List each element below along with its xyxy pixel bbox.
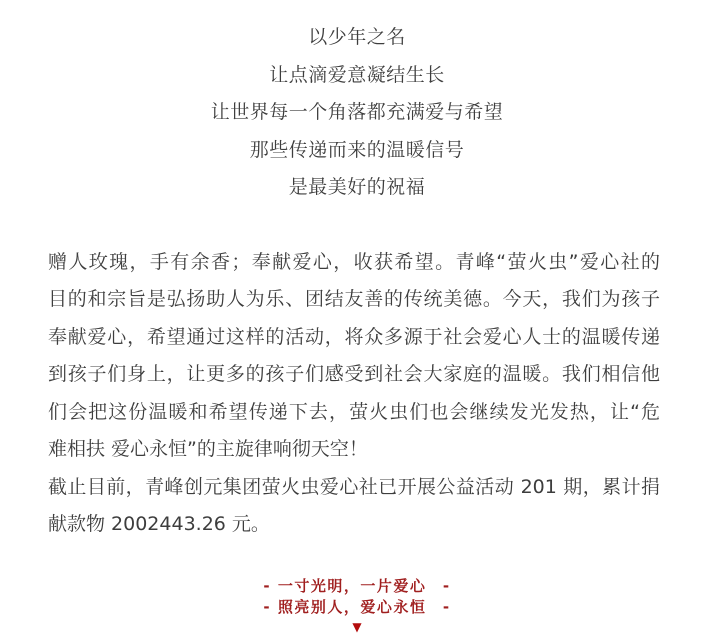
poem-line-4: 那些传递而来的温暖信号 — [249, 138, 465, 161]
poem-section — [0, 0, 714, 207]
down-arrow-icon: ▼ — [352, 619, 362, 634]
body-line-1: 赠人玫瑰，手有余香；奉献爱心，收获希望。青峰“萤火虫”爱心社的 — [48, 250, 660, 273]
slogan-line-2: - 照亮别人，爱心永恒 - — [263, 597, 451, 616]
slogan-line-1: - 一寸光明，一片爱心 - — [263, 576, 451, 595]
body-line-6: 难相扶 爱心永恒”的主旋律响彻天空！ — [48, 438, 368, 460]
body-line-5: 们会把这份温暖和希望传递下去，萤火虫们也会继续发光发热，让“危 — [48, 400, 660, 423]
slogan-section — [0, 576, 714, 618]
body-line-2: 目的和宗旨是弘扬助人为乐、团结友善的传统美德。今天，我们为孩子 — [48, 288, 660, 310]
poem-line-2: 让点滴爱意凝结生长 — [269, 63, 445, 86]
body-line-3: 奉献爱心，希望通过这样的活动，将众多源于社会爱心人士的温暖传递 — [48, 325, 660, 348]
poem-line-1: 以少年之名 — [308, 26, 406, 48]
body-line-4: 到孩子们身上，让更多的孩子们感受到社会大家庭的温暖。我们相信他 — [48, 363, 660, 385]
stats-line-2: 献款物 2002443.26 元。 — [48, 513, 270, 535]
poem-line-5: 是最美好的祝福 — [288, 176, 426, 198]
poem-line-3: 让世界每一个角落都充满爱与希望 — [210, 101, 504, 123]
body-section — [0, 244, 714, 544]
stats-line-1: 截止目前，青峰创元集团萤火虫爱心社已开展公益活动 201 期，累计捐 — [48, 475, 660, 498]
